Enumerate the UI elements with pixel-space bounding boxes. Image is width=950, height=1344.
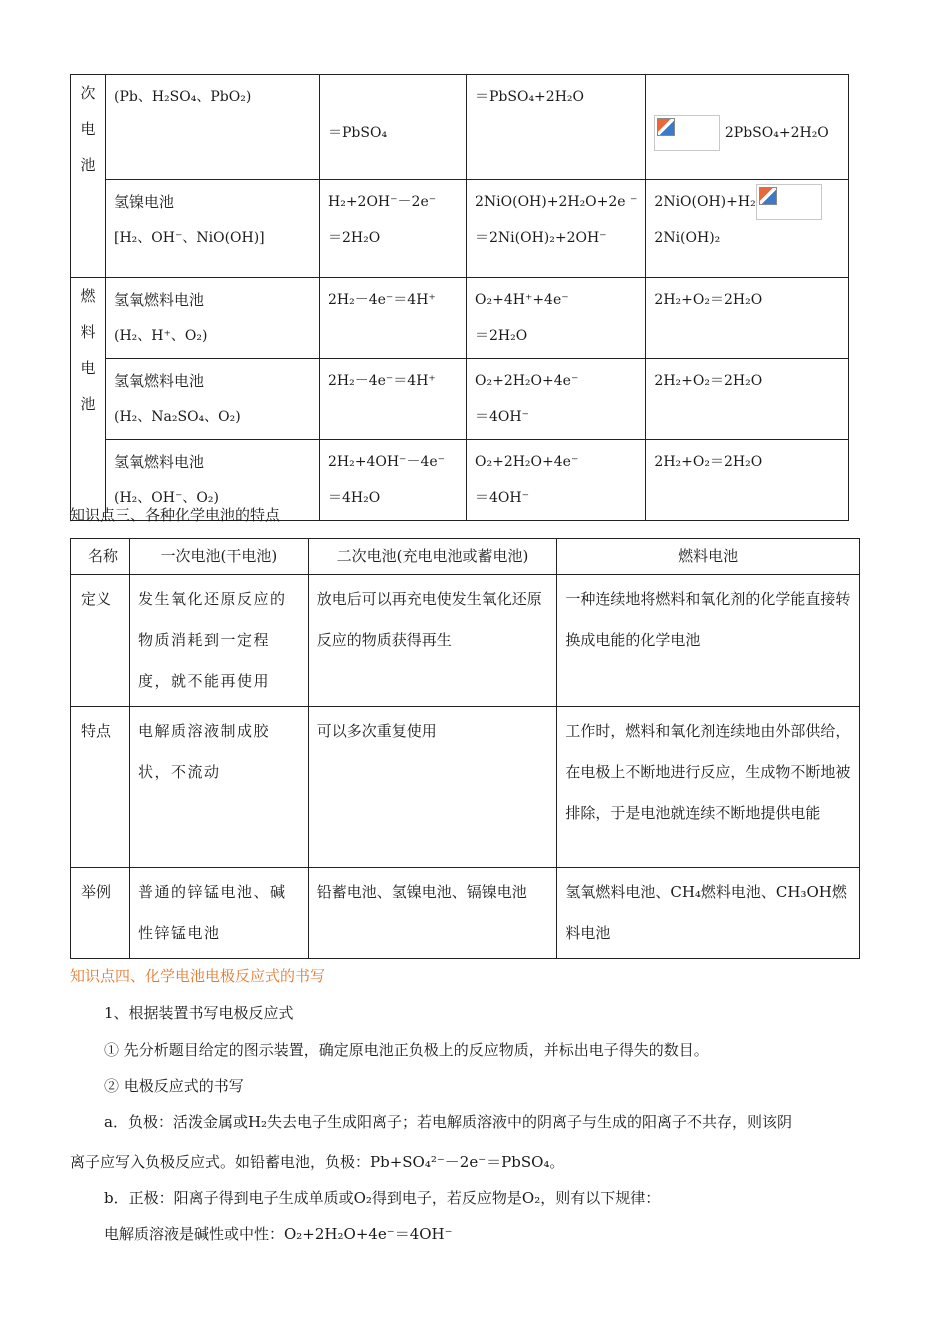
battery-type-text: [H₂、OH⁻、NiO(OH)] bbox=[114, 230, 265, 246]
battery-type-text: 氢氧燃料电池 bbox=[114, 372, 205, 390]
battery-type-cell bbox=[106, 359, 320, 440]
equation-text: 2H₂－4e⁻＝4H⁺ bbox=[328, 292, 436, 308]
group-char: 燃 bbox=[80, 287, 96, 305]
battery-type-text: (H₂、OH⁻、O₂) bbox=[114, 490, 219, 506]
equation-text: 2H₂－4e⁻＝4H⁺ bbox=[328, 373, 436, 389]
table-cell: 电解质溶液制成胶状，不流动 bbox=[129, 707, 308, 868]
table-cell: 铅蓄电池、氢镍电池、镉镍电池 bbox=[308, 868, 557, 959]
table-cell: 放电后可以再充电使发生氧化还原反应的物质获得再生 bbox=[308, 575, 557, 707]
battery-type-text: (H₂、H⁺、O₂) bbox=[114, 328, 208, 344]
battery-type-text: (H₂、Na₂SO₄、O₂) bbox=[114, 409, 241, 425]
equation-text: 2Ni(OH)₂ bbox=[654, 230, 721, 246]
battery-type-cell bbox=[106, 278, 320, 359]
broken-image-icon bbox=[654, 115, 720, 151]
group-char: 池 bbox=[80, 156, 96, 174]
row-key: 举例 bbox=[71, 868, 130, 959]
group-char: 料 bbox=[80, 323, 96, 341]
equation-text: 2NiO(OH)+2H₂O+2e ⁻ bbox=[475, 194, 638, 210]
group-cell-fuel bbox=[71, 278, 106, 521]
table-cell: 普通的锌锰电池、碱性锌锰电池 bbox=[129, 868, 308, 959]
table-cell: 一种连续地将燃料和氧化剂的化学能直接转换成电能的化学电池 bbox=[557, 575, 860, 707]
table-row bbox=[71, 75, 849, 180]
table-row bbox=[71, 575, 860, 707]
group-char: 电 bbox=[80, 359, 96, 377]
positive-electrode-cell bbox=[467, 278, 646, 359]
equation-text: ＝2H₂O bbox=[475, 328, 528, 344]
battery-type-text: 氢镍电池 bbox=[114, 193, 175, 211]
table-row bbox=[71, 359, 849, 440]
overall-reaction-cell bbox=[646, 75, 849, 180]
battery-type-cell bbox=[106, 75, 320, 180]
overall-reaction-cell bbox=[646, 359, 849, 440]
battery-type-cell bbox=[106, 180, 320, 278]
column-header: 燃料电池 bbox=[557, 539, 860, 575]
electrode-reaction-table bbox=[70, 74, 849, 521]
row-key: 特点 bbox=[71, 707, 130, 868]
table-cell: 可以多次重复使用 bbox=[308, 707, 557, 868]
electrolyte-rule: 电解质溶液是碱性或中性：O₂+2H₂O+4e⁻＝4OH⁻ bbox=[104, 1225, 453, 1243]
group-cell-secondary bbox=[71, 75, 106, 278]
battery-type-text: 氢氧燃料电池 bbox=[114, 291, 205, 309]
equation-text: ＝2Ni(OH)₂+2OH⁻ bbox=[475, 230, 607, 246]
equation-text: ＝4OH⁻ bbox=[475, 490, 529, 506]
table-row bbox=[71, 707, 860, 868]
battery-type-text: (Pb、H₂SO₄、PbO₂) bbox=[114, 89, 252, 105]
section-3-title: 知识点三、各种化学电池的特点 bbox=[70, 506, 281, 524]
group-char: 次 bbox=[80, 84, 96, 102]
column-header: 名称 bbox=[71, 539, 130, 575]
equation-text: 2H₂+O₂＝2H₂O bbox=[654, 373, 763, 389]
table-cell: 工作时，燃料和氧化剂连续地由外部供给，在电极上不断地进行反应，生成物不断地被排除，于是电池就连续不断地提供电能 bbox=[557, 707, 860, 868]
equation-text: O₂+4H⁺+4e⁻ bbox=[475, 292, 569, 308]
positive-electrode-cell bbox=[467, 359, 646, 440]
section-4-title: 知识点四、化学电池电极反应式的书写 bbox=[70, 967, 326, 985]
group-char: 电 bbox=[80, 120, 96, 138]
equation-text: 2H₂+4OH⁻－4e⁻ bbox=[328, 454, 446, 470]
negative-electrode-cell bbox=[320, 359, 467, 440]
equation-text: ＝2H₂O bbox=[328, 230, 381, 246]
section-4-item-1: 1、根据装置书写电极反应式 bbox=[104, 1004, 294, 1022]
equation-text bbox=[328, 79, 458, 115]
negative-electrode-cell bbox=[320, 440, 467, 521]
table-row bbox=[71, 180, 849, 278]
equation-text: ＝PbSO₄+2H₂O bbox=[475, 89, 584, 105]
overall-reaction-cell bbox=[646, 440, 849, 521]
table-header-row bbox=[71, 539, 860, 575]
overall-reaction-cell bbox=[646, 180, 849, 278]
negative-electrode-cell bbox=[320, 180, 467, 278]
row-key: 定义 bbox=[71, 575, 130, 707]
positive-electrode-cell bbox=[467, 180, 646, 278]
table-row bbox=[71, 868, 860, 959]
battery-characteristics-table bbox=[70, 538, 860, 959]
equation-text: 2H₂+O₂＝2H₂O bbox=[654, 454, 763, 470]
positive-electrode-cell bbox=[467, 440, 646, 521]
section-4-step-2: ② 电极反应式的书写 bbox=[104, 1077, 244, 1095]
positive-electrode-rule: b．正极：阳离子得到电子生成单质或O₂得到电子，若反应物是O₂，则有以下规律： bbox=[104, 1189, 661, 1207]
negative-electrode-cell bbox=[320, 278, 467, 359]
equation-text: ＝4H₂O bbox=[328, 490, 381, 506]
group-char: 池 bbox=[80, 395, 96, 413]
table-cell: 氢氧燃料电池、CH₄燃料电池、CH₃OH燃料电池 bbox=[557, 868, 860, 959]
positive-electrode-cell bbox=[467, 75, 646, 180]
equation-text: ＝4OH⁻ bbox=[475, 409, 529, 425]
table-cell: 发生氧化还原反应的物质消耗到一定程度，就不能再使用 bbox=[129, 575, 308, 707]
equation-text: 2PbSO₄+2H₂O bbox=[724, 125, 829, 141]
equation-text: 2NiO(OH)+H₂ bbox=[654, 194, 756, 210]
column-header: 二次电池(充电电池或蓄电池) bbox=[308, 539, 557, 575]
equation-text: ＝PbSO₄ bbox=[328, 125, 388, 141]
battery-type-text: 氢氧燃料电池 bbox=[114, 453, 205, 471]
table-row bbox=[71, 278, 849, 359]
equation-text: O₂+2H₂O+4e⁻ bbox=[475, 373, 579, 389]
equation-text: H₂+2OH⁻－2e⁻ bbox=[328, 194, 437, 210]
negative-electrode-cell bbox=[320, 75, 467, 180]
equation-text: 2H₂+O₂＝2H₂O bbox=[654, 292, 763, 308]
broken-image-icon bbox=[756, 184, 822, 220]
overall-reaction-cell bbox=[646, 278, 849, 359]
column-header: 一次电池(干电池) bbox=[129, 539, 308, 575]
negative-electrode-rule-line-2: 离子应写入负极反应式。如铅蓄电池，负极：Pb+SO₄²⁻－2e⁻＝PbSO₄。 bbox=[70, 1153, 565, 1171]
section-4-step-1: ① 先分析题目给定的图示装置，确定原电池正负极上的反应物质，并标出电子得失的数目。 bbox=[104, 1041, 709, 1059]
equation-text: O₂+2H₂O+4e⁻ bbox=[475, 454, 579, 470]
negative-electrode-rule-line-1: a．负极：活泼金属或H₂失去电子生成阳离子；若电解质溶液中的阴离子与生成的阳离子不共存，则该阴 bbox=[104, 1113, 793, 1131]
